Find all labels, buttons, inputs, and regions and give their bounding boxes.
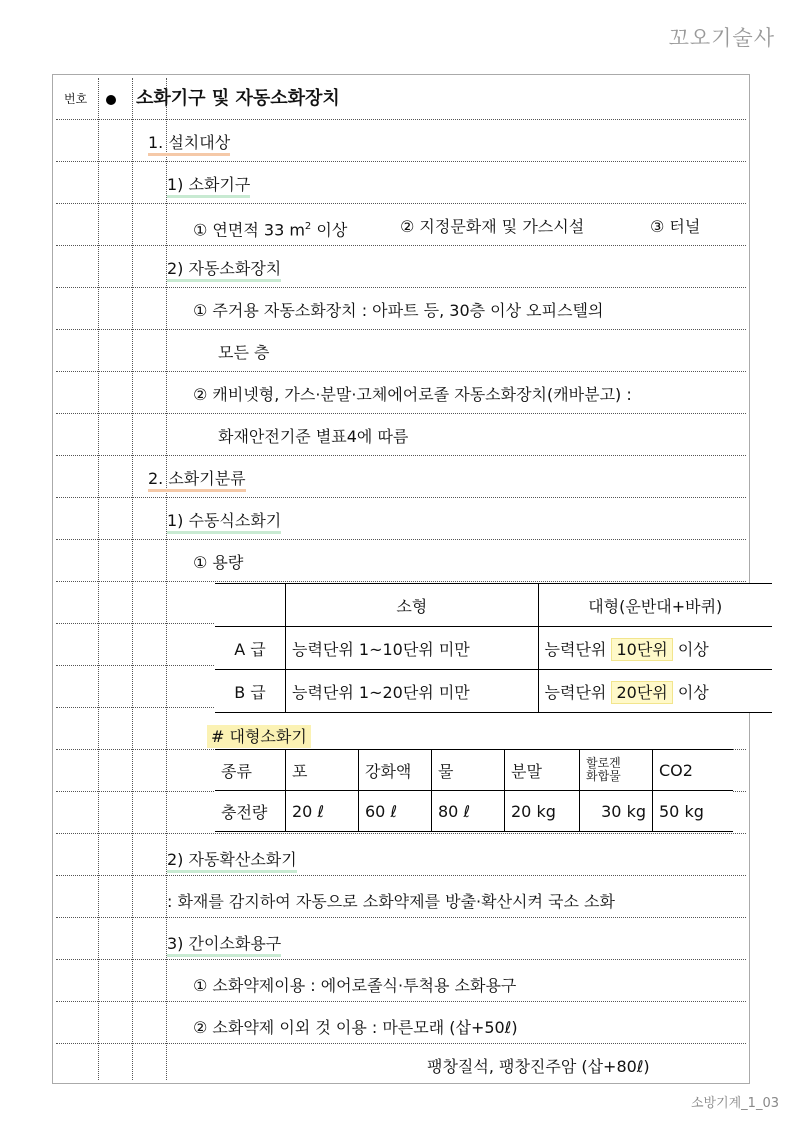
- subheading-auto-devices: 2) 자동소화장치: [167, 259, 281, 279]
- rule-line: [56, 833, 746, 834]
- rule-line: [56, 581, 746, 582]
- capacity-label: ① 용량: [193, 553, 244, 572]
- charge-loaded-stream: 60 ℓ: [359, 791, 432, 832]
- rule-line: [56, 371, 746, 372]
- grade-a-large: 능력단위 10단위 이상: [538, 627, 772, 670]
- subheading-manual: 1) 수동식소화기: [167, 511, 281, 531]
- bullet-icon: [106, 95, 116, 105]
- auto-diffusion-desc: : 화재를 감지하여 자동으로 소화약제를 방출·확산시켜 국소 소화: [167, 892, 615, 911]
- number-column-label: 번호: [64, 92, 88, 106]
- type-powder: 분말: [505, 750, 580, 791]
- rule-line: [56, 497, 746, 498]
- charge-co2: 50 kg: [653, 791, 734, 832]
- rule-line: [56, 203, 746, 204]
- rule-line: [56, 539, 746, 540]
- charge-water: 80 ℓ: [432, 791, 505, 832]
- grade-header-large: 대형(운반대+바퀴): [538, 584, 772, 627]
- item-residential-auto-cont: 모든 층: [218, 343, 270, 362]
- rule-line: [56, 287, 746, 288]
- large-extinguisher-table: [215, 749, 733, 832]
- section-heading-2: 2. 소화기분류: [148, 469, 246, 489]
- rule-line: [56, 245, 746, 246]
- grade-b-large: 능력단위 20단위 이상: [538, 670, 772, 713]
- item-tunnel: ③ 터널: [650, 217, 701, 236]
- rule-line: [56, 329, 746, 330]
- rule-line: [56, 455, 746, 456]
- column-divider: [98, 78, 99, 1080]
- rule-line: [56, 161, 746, 162]
- subheading-auto-diffusion: 2) 자동확산소화기: [167, 850, 297, 870]
- grade-a-label: A 급: [215, 627, 286, 670]
- charge-foam: 20 ℓ: [286, 791, 359, 832]
- note-frame: [52, 74, 750, 1084]
- grade-header-blank: [215, 584, 286, 627]
- item-cabinet-type: ② 캐비넷형, 가스·분말·고체에어로졸 자동소화장치(캐바분고) :: [193, 385, 632, 404]
- type-row-label: 종류: [215, 750, 286, 791]
- simple-tool-item-2: ② 소화약제 이외 것 이용 : 마른모래 (삽+50ℓ): [193, 1018, 518, 1037]
- grade-a-small: 능력단위 1~10단위 미만: [286, 627, 539, 670]
- rule-line: [56, 413, 746, 414]
- rule-line: [56, 959, 746, 960]
- large-extinguisher-heading: # 대형소화기: [207, 727, 311, 747]
- rule-line: [56, 1001, 746, 1002]
- item-cabinet-type-cont: 화재안전기준 별표4에 따름: [218, 427, 409, 446]
- type-water: 물: [432, 750, 505, 791]
- column-divider: [132, 78, 133, 1080]
- page-code: 소방기계_1_03: [690, 1096, 779, 1111]
- brand-name: 꼬오기술사: [668, 26, 775, 50]
- type-halogen: 할로겐 화합물: [580, 750, 653, 791]
- rule-line: [56, 119, 746, 120]
- page-title: 소화기구 및 자동소화장치: [136, 88, 340, 109]
- type-foam: 포: [286, 750, 359, 791]
- column-divider: [166, 78, 167, 1080]
- section-heading-1: 1. 설치대상: [148, 133, 230, 153]
- charge-row-label: 충전량: [215, 791, 286, 832]
- grade-table: [215, 583, 772, 713]
- simple-tool-item-2-cont: 팽창질석, 팽창진주암 (삽+80ℓ): [427, 1057, 650, 1076]
- rule-line: [56, 917, 746, 918]
- type-co2: CO2: [653, 750, 734, 791]
- rule-line: [56, 875, 746, 876]
- grade-b-small: 능력단위 1~20단위 미만: [286, 670, 539, 713]
- item-floor-area: ① 연면적 33 $m^2$ 이상: [193, 220, 348, 240]
- note-grid: [56, 78, 746, 1080]
- charge-powder: 20 kg: [505, 791, 580, 832]
- type-loaded-stream: 강화액: [359, 750, 432, 791]
- item-cultural-assets: ② 지정문화재 및 가스시설: [400, 217, 585, 236]
- subheading-extinguishers: 1) 소화기구: [167, 175, 250, 195]
- subheading-simple-tools: 3) 간이소화용구: [167, 934, 281, 954]
- item-residential-auto: ① 주거용 자동소화장치 : 아파트 등, 30층 이상 오피스텔의: [193, 301, 604, 320]
- grade-b-label: B 급: [215, 670, 286, 713]
- grade-header-small: 소형: [286, 584, 539, 627]
- charge-halogen: 30 kg: [580, 791, 653, 832]
- simple-tool-item-1: ① 소화약제이용 : 에어로졸식·투척용 소화용구: [193, 976, 517, 995]
- rule-line: [56, 1043, 746, 1044]
